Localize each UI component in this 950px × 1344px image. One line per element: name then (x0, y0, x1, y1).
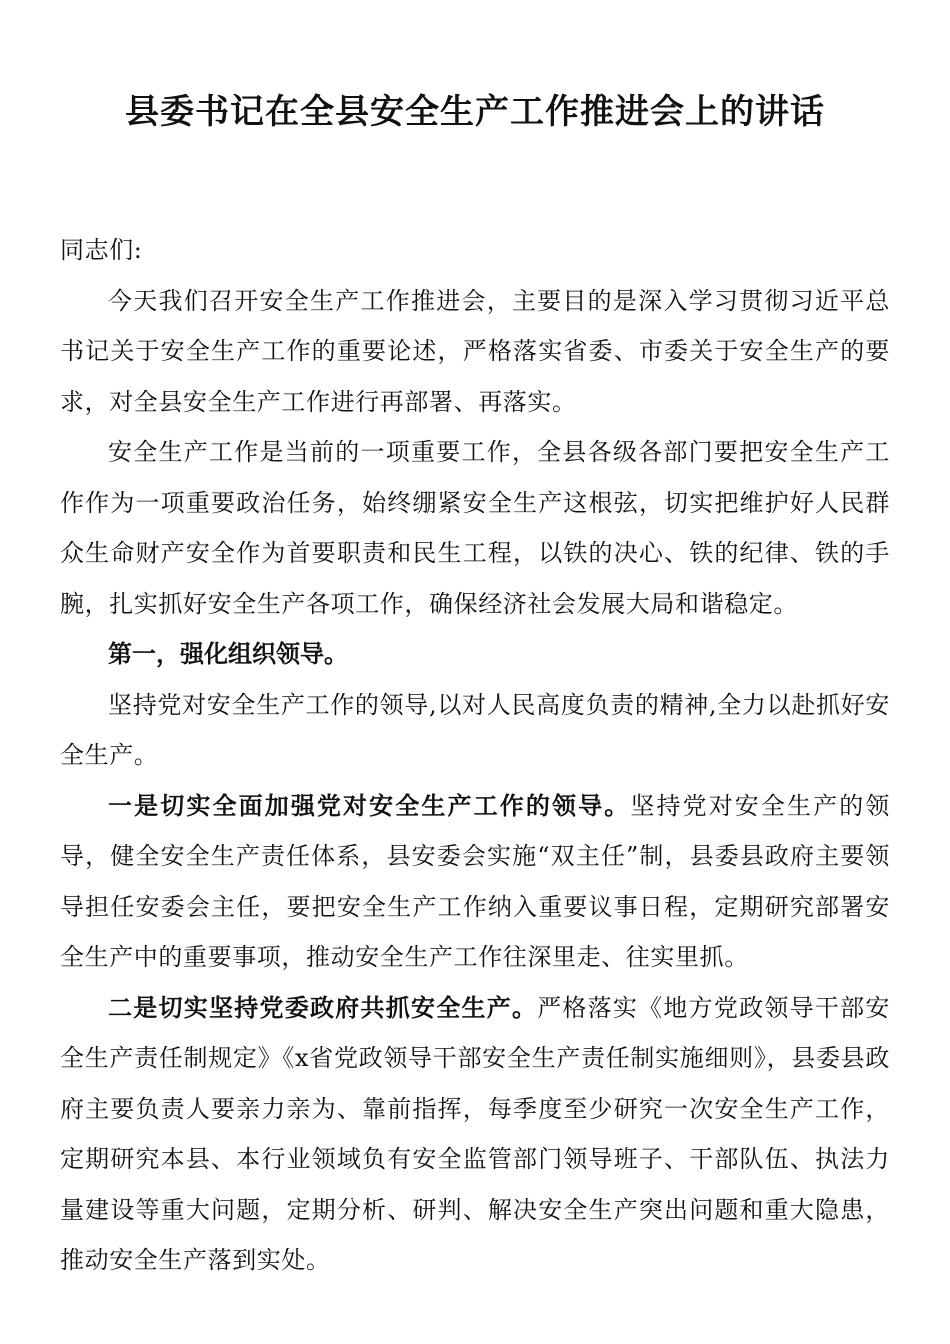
point-one (60, 781, 890, 983)
paragraph-intro: 今天我们召开安全生产工作推进会，主要目的是深入学习贯彻习近平总书记关于安全生产工作的重要论述，严格落实省委、市委关于安全生产的要求，对全县安全生产工作进行再部署、再落实。 (60, 286, 890, 416)
point-two-lead: 二是切实坚持党委政府共抓安全生产。 (108, 992, 538, 1022)
point-one-lead: 一是切实全面加强党对安全生产工作的领导。 (108, 790, 631, 820)
document-body (60, 225, 890, 1286)
salutation: 同志们: (60, 236, 143, 264)
document-title: 县委书记在全县安全生产工作推进会上的讲话 (125, 92, 825, 132)
paragraph-leadership: 坚持党对安全生产工作的领导,以对人民高度负责的精神,全力以赴抓好安全生产。 (60, 690, 890, 769)
point-two (60, 983, 890, 1286)
point-one-text: 坚持党对安全生产的领导，健全安全生产责任体系，县安委会实施“双主任”制，县委县政府主要领导担任安委会主任，要把安全生产工作纳入重要议事日程，定期研究部署安全生产中的重要事项，推动安全生产工作往深里走、往实里抓。 (60, 791, 890, 971)
paragraph-importance: 安全生产工作是当前的一项重要工作，全县各级各部门要把安全生产工作作为一项重要政治任务，始终绷紧安全生产这根弦，切实把维护好人民群众生命财产安全作为首要职责和民生工程，以铁的决心、铁的纪律、铁的手腕，扎实抓好安全生产各项工作，确保经济社会发展大局和谐稳定。 (60, 438, 890, 618)
point-two-text: 严格落实《地方党政领导干部安全生产责任制规定》《x省党政领导干部安全生产责任制实施细则》，县委县政府主要负责人要亲力亲为、靠前指挥，每季度至少研究一次安全生产工作，定期研究本县、本行业领域负有安全监管部门领导班子、干部队伍、执法力量建设等重大问题，定期分析、研判、解决安全生产突出问题和重大隐患，推动安全生产落到实处。 (60, 993, 890, 1274)
section-heading-first: 第一，强化组织领导。 (108, 640, 348, 668)
